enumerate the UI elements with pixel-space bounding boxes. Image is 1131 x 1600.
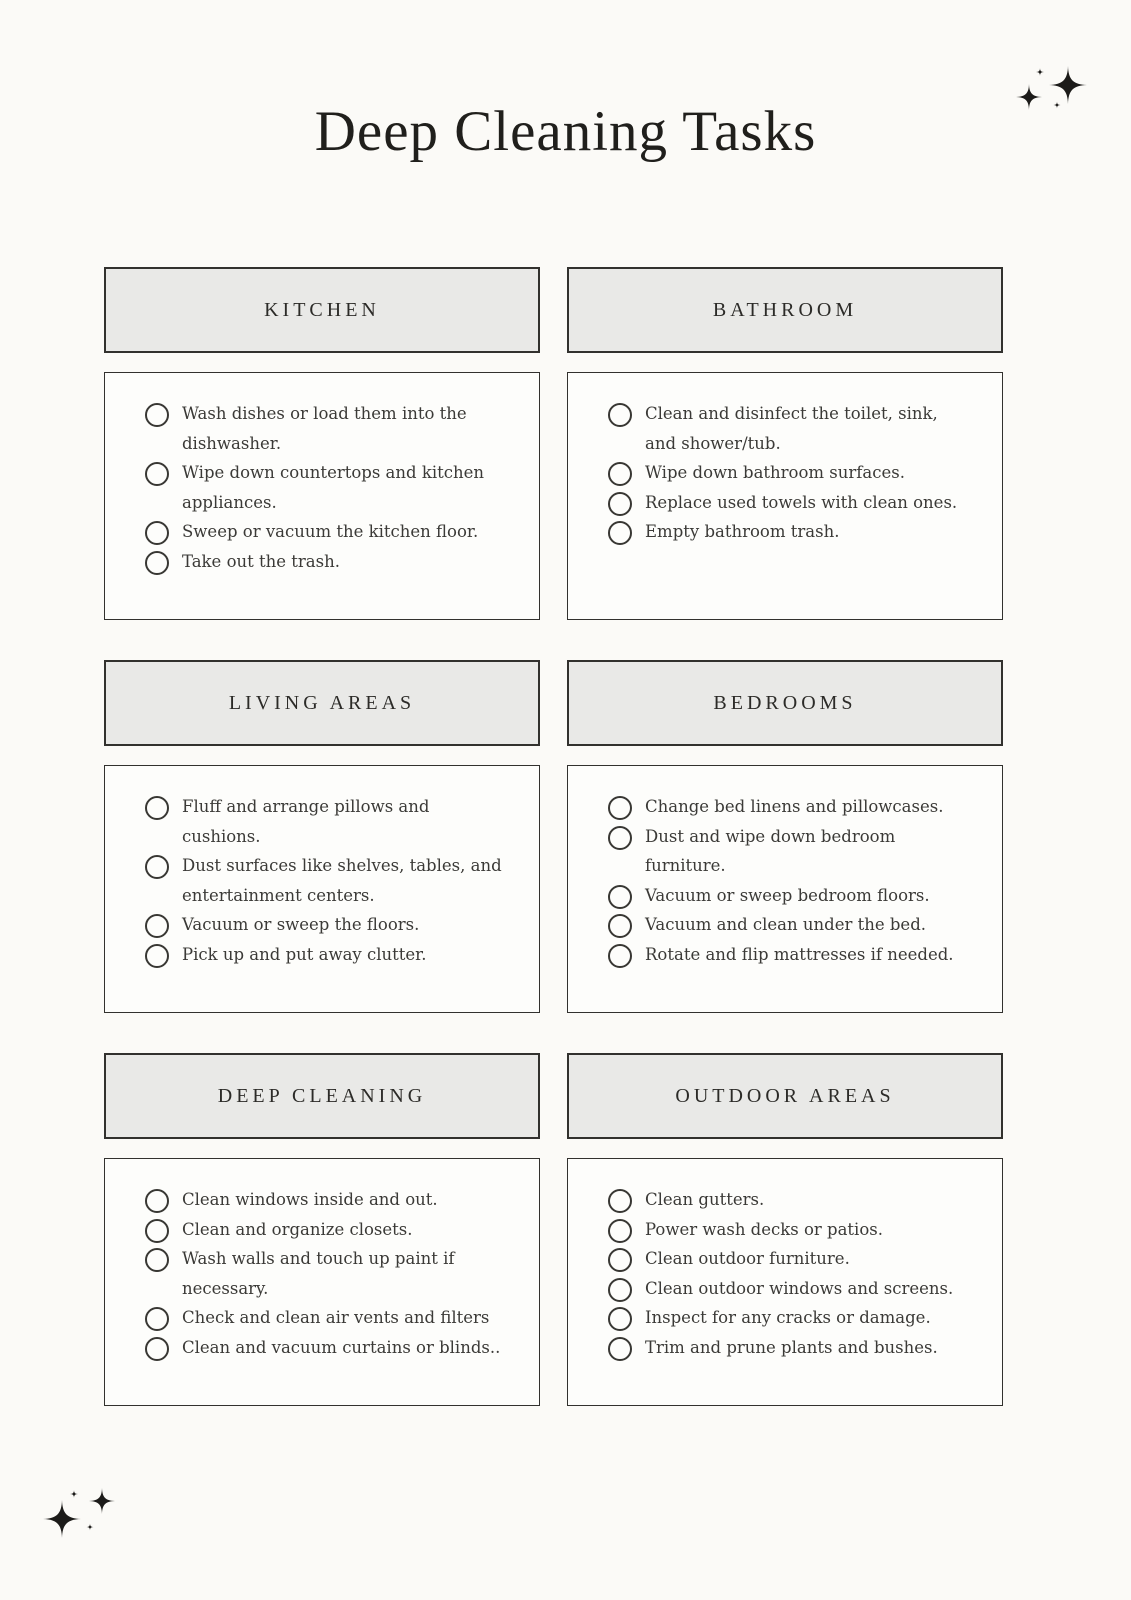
task-list [608,399,978,547]
task-item [145,940,515,970]
task-line: Vacuum or sweep the floors. [182,915,420,934]
task-item [145,1244,515,1303]
task-checkbox[interactable] [145,1307,169,1331]
task-line: Clean outdoor windows and screens. [645,1278,954,1298]
task-item [608,1274,978,1304]
task-line: appliances. [182,492,277,512]
task-label [182,851,502,910]
task-label [182,399,467,458]
task-line: Sweep or vacuum the kitchen floor. [182,522,479,541]
task-line: Vacuum and clean under the bed. [645,915,926,934]
task-item [145,851,515,910]
task-item [608,1303,978,1333]
task-checkbox[interactable] [608,944,632,968]
task-label [645,1244,850,1274]
section-body [104,1158,540,1406]
task-checkbox[interactable] [608,1248,632,1272]
task-checkbox[interactable] [145,1189,169,1213]
section-title: KITCHEN [264,298,380,321]
task-item [608,910,978,940]
task-label [182,1185,438,1215]
task-item [608,881,978,911]
section-header [567,1053,1003,1139]
task-checkbox[interactable] [608,403,632,427]
section [567,660,1003,1013]
task-item [145,517,515,547]
task-line: and shower/tub. [645,433,781,453]
task-item [608,1333,978,1363]
section-body [104,765,540,1013]
section [104,267,540,620]
task-line: Clean windows inside and out. [182,1190,438,1209]
task-label [645,881,930,911]
task-checkbox[interactable] [145,462,169,486]
task-line: Wash walls and touch up paint if [182,1249,455,1268]
task-item [145,458,515,517]
task-checkbox[interactable] [145,914,169,938]
section-header [104,660,540,746]
task-checkbox[interactable] [608,885,632,909]
task-item [608,1185,978,1215]
task-checkbox[interactable] [608,1278,632,1302]
section [567,1053,1003,1406]
task-checkbox[interactable] [145,855,169,879]
task-line: Trim and prune plants and bushes. [645,1337,938,1357]
task-label [645,1303,931,1333]
task-label [182,1244,455,1303]
task-checkbox[interactable] [145,944,169,968]
task-checkbox[interactable] [608,914,632,938]
section-title: OUTDOOR AREAS [675,1084,895,1107]
section-body [567,1158,1003,1406]
task-label [645,910,926,940]
section [104,660,540,1013]
task-line: necessary. [182,1278,269,1298]
sparkle-stars-icon [40,1478,120,1542]
task-checkbox[interactable] [608,492,632,516]
task-line: Replace used towels with clean ones. [645,492,958,512]
task-list [145,399,515,576]
task-item [608,1215,978,1245]
task-item [145,1303,515,1333]
task-item [145,1185,515,1215]
section-body [567,372,1003,620]
task-line: Clean and disinfect the toilet, sink, [645,404,938,423]
task-line: Clean gutters. [645,1190,765,1209]
task-item [145,1215,515,1245]
task-line: Clean and organize closets. [182,1219,413,1239]
task-line: Rotate and flip mattresses if needed. [645,944,954,964]
task-checkbox[interactable] [608,521,632,545]
task-item [608,1244,978,1274]
task-checkbox[interactable] [608,826,632,850]
section-header [104,267,540,353]
task-item [608,488,978,518]
task-item [145,399,515,458]
task-checkbox[interactable] [145,1248,169,1272]
task-line: Take out the trash. [182,551,340,571]
task-item [145,1333,515,1363]
task-checkbox[interactable] [145,521,169,545]
section-header [567,267,1003,353]
task-label [645,399,938,458]
sections-grid [104,267,1003,1406]
section-title: DEEP CLEANING [217,1084,427,1107]
task-label [645,940,954,970]
task-checkbox[interactable] [145,551,169,575]
task-label [645,1185,764,1215]
task-label [182,517,478,547]
task-line: cushions. [182,826,261,846]
task-label [645,792,943,822]
task-checkbox[interactable] [608,1337,632,1361]
task-item [608,940,978,970]
task-line: Dust surfaces like shelves, tables, and [182,856,502,875]
task-checkbox[interactable] [145,1337,169,1361]
page-title: Deep Cleaning Tasks [314,100,817,163]
task-checkbox[interactable] [608,796,632,820]
task-list [608,1185,978,1362]
task-checkbox[interactable] [608,1307,632,1331]
section-title: BATHROOM [712,298,858,321]
task-label [645,1333,938,1363]
task-line: Vacuum or sweep bedroom floors. [645,885,930,905]
task-line: Wipe down countertops and kitchen [182,463,484,482]
task-label [182,1303,489,1333]
task-line: Change bed linens and pillowcases. [645,797,944,816]
task-line: Clean outdoor furniture. [645,1249,850,1268]
section-body [567,765,1003,1013]
task-list [145,792,515,969]
task-line: Empty bathroom trash. [645,522,840,541]
task-checkbox[interactable] [608,462,632,486]
task-line: Check and clean air vents and filters [182,1308,490,1327]
task-line: dishwasher. [182,433,282,453]
task-checkbox[interactable] [608,1219,632,1243]
task-line: Wash dishes or load them into the [182,404,467,423]
task-line: Power wash decks or patios. [645,1219,883,1239]
task-label [182,547,340,577]
task-item [608,822,978,881]
task-line: Pick up and put away clutter. [182,944,427,964]
task-item [608,458,978,488]
task-item [608,792,978,822]
section-title: BEDROOMS [713,691,857,714]
task-label [182,1215,413,1245]
task-item [145,910,515,940]
task-line: Wipe down bathroom surfaces. [645,463,905,482]
task-item [145,792,515,851]
task-line: Fluff and arrange pillows and [182,797,430,816]
task-line: Clean and vacuum curtains or blinds.. [182,1337,501,1357]
task-item [145,547,515,577]
task-label [182,458,484,517]
task-label [645,517,839,547]
task-label [182,910,419,940]
task-line: furniture. [645,856,726,875]
task-label [182,940,427,970]
section [104,1053,540,1406]
task-item [608,517,978,547]
section-body [104,372,540,620]
task-line: Inspect for any cracks or damage. [645,1308,931,1327]
task-checkbox[interactable] [608,1189,632,1213]
task-checkbox[interactable] [145,796,169,820]
task-checkbox[interactable] [145,1219,169,1243]
task-list [145,1185,515,1362]
task-line: Dust and wipe down bedroom [645,826,896,846]
task-label [645,822,895,881]
task-line: entertainment centers. [182,885,375,905]
task-label [182,792,429,851]
task-list [608,792,978,969]
task-label [645,488,957,518]
section-header [567,660,1003,746]
task-label [645,1274,953,1304]
task-label [182,1333,500,1363]
task-item [608,399,978,458]
task-checkbox[interactable] [145,403,169,427]
section [567,267,1003,620]
task-label [645,458,905,488]
task-label [645,1215,883,1245]
section-title: LIVING AREAS [228,691,416,714]
section-header [104,1053,540,1139]
